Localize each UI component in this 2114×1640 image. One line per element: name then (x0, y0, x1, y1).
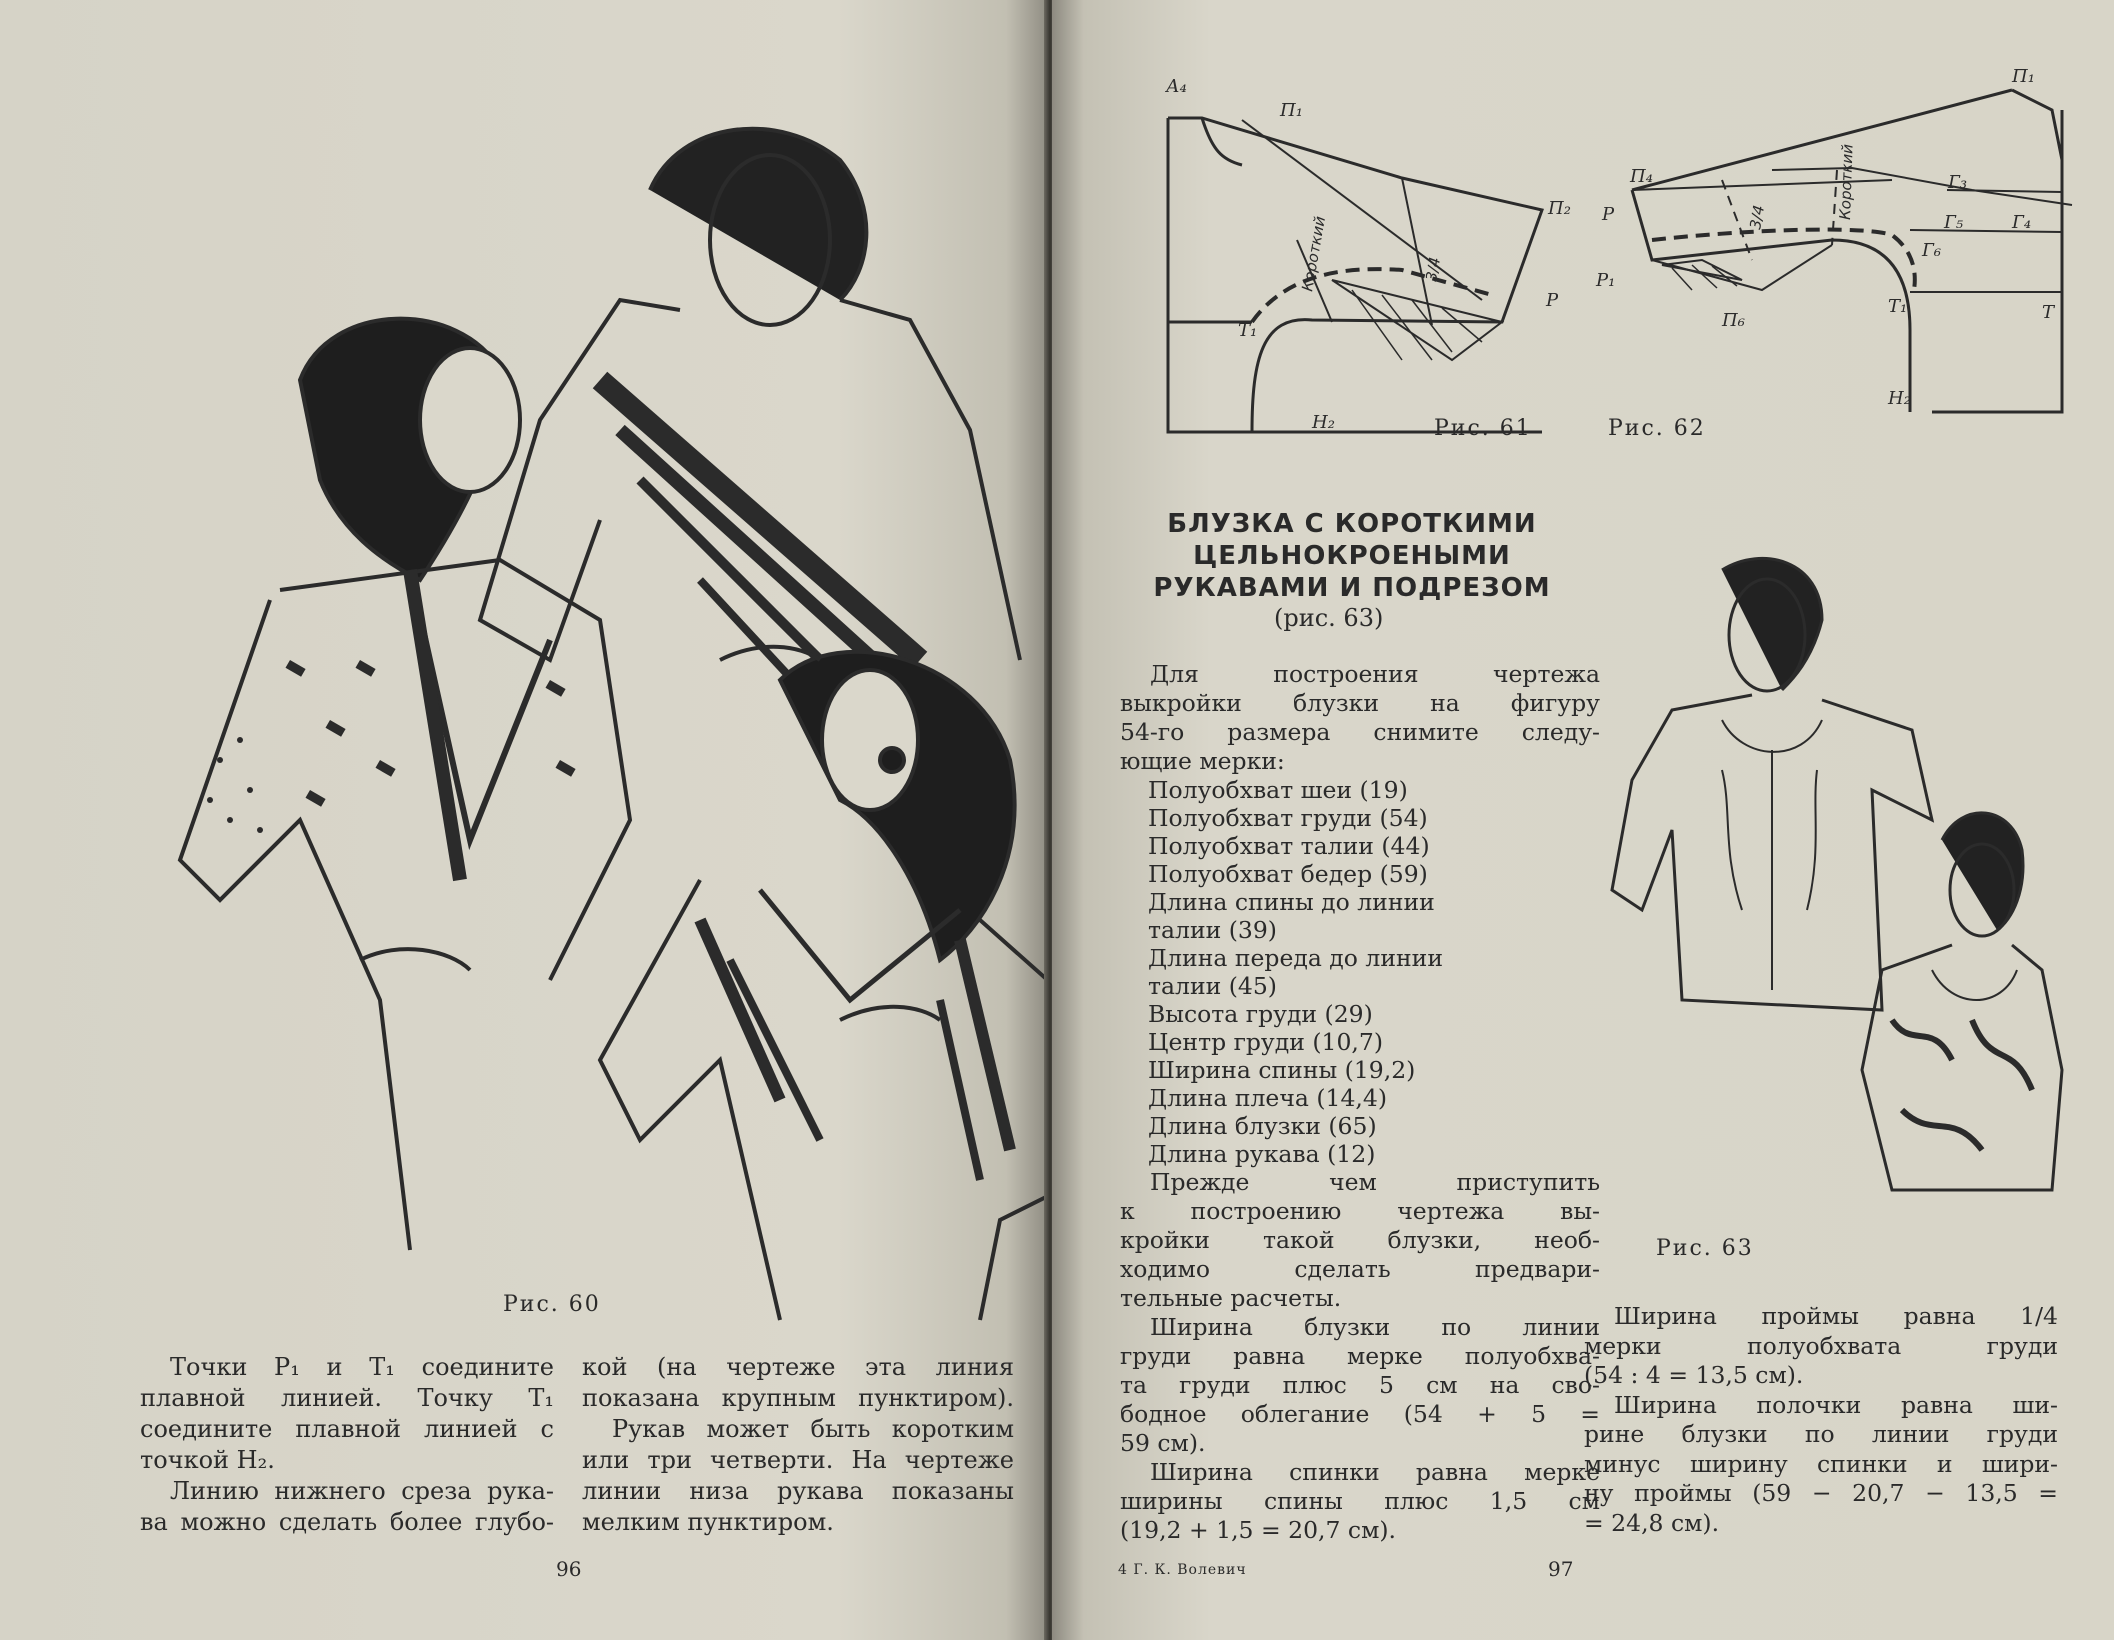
diagram-label: П₂ (1548, 198, 1571, 219)
text-line: к построению чертежа вы- (1120, 1197, 1600, 1225)
text-line: ширины спины плюс 1,5 см (1120, 1487, 1600, 1515)
diagram-label: 3/4 (1746, 203, 1769, 231)
diagram-label: Короткий (1298, 214, 1330, 293)
measurement-item: Высота груди (29) (1148, 1000, 1373, 1028)
diagram-label: П₆ (1722, 310, 1745, 331)
diagram-label: Т (2042, 302, 2055, 323)
diagram-label: А₄ (1166, 76, 1187, 97)
measurement-item: талии (39) (1148, 916, 1277, 944)
text-line: = 24,8 см). (1584, 1508, 1720, 1537)
diagram-label: Г₆ (1922, 240, 1942, 261)
measurement-item: Полуобхват груди (54) (1148, 804, 1428, 832)
text-line: соедините плавной линией с (140, 1415, 554, 1443)
diagram-label: Т₁ (1888, 296, 1908, 317)
page-number: 96 (556, 1557, 582, 1581)
pattern-drawing-fig61 (1102, 60, 1571, 440)
text-line: (19,2 + 1,5 = 20,7 см). (1120, 1516, 1396, 1544)
figure-caption: Рис. 60 (503, 1292, 601, 1317)
diagram-label: П₄ (1630, 166, 1653, 187)
text-line: Прежде чем приступить (1150, 1168, 1600, 1196)
text-line: Ширина полочки равна ши- (1614, 1390, 2058, 1419)
text-line: кой (на чертеже эта линия (582, 1353, 1014, 1381)
diagram-label: Н₂ (1312, 412, 1335, 433)
text-line: тельные расчеты. (1120, 1284, 1342, 1312)
fig62-caption: Рис. 62 (1608, 416, 1706, 441)
right-page (1052, 0, 2114, 1640)
heading-line: БЛУЗКА С КОРОТКИМИ (1167, 509, 1537, 539)
diagram-label: П₁ (1280, 100, 1303, 121)
measurement-list (1120, 776, 1600, 1168)
text-column-2 (582, 1352, 1014, 1538)
measurement-item: Полуобхват талии (44) (1148, 832, 1430, 860)
text-line: 54-го размера снимите следу- (1120, 718, 1600, 746)
measurement-item: Длина блузки (65) (1148, 1112, 1377, 1140)
text-line: ходимо сделать предвари- (1120, 1255, 1600, 1283)
text-line: мелким пунктиром. (582, 1508, 834, 1536)
text-line: показана крупным пунктиром). (582, 1384, 1014, 1412)
text-line: ну проймы (59 − 20,7 − 13,5 = (1584, 1479, 2058, 1507)
text-line: линии низа рукава показаны (582, 1477, 1014, 1505)
fig61-labels (1164, 76, 1571, 433)
text-line: Рукав может быть коротким (612, 1415, 1014, 1443)
blouse-illustration-fig63 (1572, 550, 2072, 1230)
text-line: рине блузки по линии груди (1584, 1420, 2058, 1448)
text-line: груди равна мерке полуобхва- (1120, 1342, 1600, 1370)
diagram-label: П₁ (2012, 66, 2035, 87)
section-heading (1112, 508, 1592, 604)
measurement-item: Полуобхват шеи (19) (1148, 776, 1408, 804)
heading-figure-ref: (рис. 63) (1274, 604, 1384, 632)
text-line: Ширина спинки равна мерке (1150, 1458, 1600, 1486)
text-line: (54 : 4 = 13,5 см). (1584, 1361, 1804, 1389)
measurement-item: талии (45) (1148, 972, 1277, 1000)
diagram-label: Г₃ (1948, 172, 1968, 193)
diagram-label: Короткий (1836, 143, 1857, 221)
measurement-item: Длина плеча (14,4) (1148, 1084, 1388, 1112)
text-line: точкой Н₂. (140, 1446, 275, 1474)
text-line: та груди плюс 5 см на сво- (1120, 1371, 1600, 1399)
text-line: плавной линией. Точку Т₁ (140, 1384, 554, 1412)
measurement-item: Полуобхват бедер (59) (1148, 860, 1428, 888)
diagram-label: 3/4 (1422, 255, 1445, 283)
text-line: Линию нижнего среза рука- (170, 1477, 554, 1505)
text-column-1 (1120, 660, 1600, 1545)
text-line: Точки Р₁ и Т₁ соедините (170, 1353, 554, 1381)
fig63-caption: Рис. 63 (1656, 1236, 1754, 1261)
diagram-label: Г₄ (2012, 212, 2032, 233)
diagram-label: Р (1602, 204, 1615, 225)
text-line: ва можно сделать более глубо- (140, 1508, 554, 1536)
text-line: минус ширину спинки и шири- (1584, 1449, 2058, 1478)
text-line: Ширина проймы равна 1/4 (1614, 1302, 2058, 1330)
diagram-label: Т₁ (1238, 320, 1258, 341)
text-line: выкройки блузки на фигуру (1120, 689, 1600, 717)
text-line: кройки такой блузки, необ- (1120, 1226, 1600, 1254)
text-line: мерки полуобхвата груди (1584, 1331, 2058, 1360)
fig61-caption: Рис. 61 (1434, 416, 1532, 441)
diagram-label: Р₁ (1596, 270, 1616, 291)
text-line: или три четверти. На чертеже (582, 1446, 1014, 1474)
fashion-illustration-fig60 (80, 100, 1040, 1320)
footer-signature: 4 Г. К. Волевич (1118, 1562, 1247, 1578)
text-column-1 (140, 1352, 554, 1538)
heading-line: ЦЕЛЬНОКРОЕНЫМИ (1193, 541, 1511, 571)
measurement-item: Ширина спины (19,2) (1148, 1056, 1416, 1084)
measurement-item: Длина рукава (12) (1148, 1140, 1376, 1168)
measurement-item: Длина спины до линии (1148, 888, 1435, 916)
page-number: 97 (1548, 1557, 1574, 1581)
diagram-label: Г₅ (1944, 212, 1964, 233)
measurement-item: Центр груди (10,7) (1148, 1028, 1384, 1056)
text-line: Для построения чертежа (1150, 660, 1600, 688)
pattern-drawing-fig62 (1592, 60, 2072, 430)
left-page (0, 0, 1048, 1640)
heading-line: РУКАВАМИ И ПОДРЕЗОМ (1153, 573, 1551, 603)
diagram-label: Р (1546, 290, 1559, 311)
text-line: Ширина блузки по линии (1150, 1313, 1600, 1341)
text-line: 59 см). (1120, 1429, 1206, 1457)
text-line: бодное облегание (54 + 5 = (1120, 1400, 1600, 1428)
measurement-item: Длина переда до линии (1148, 944, 1443, 972)
text-line: ющие мерки: (1120, 747, 1285, 775)
text-column-2 (1584, 1302, 2058, 1538)
diagram-label: Н₂ (1888, 388, 1911, 409)
